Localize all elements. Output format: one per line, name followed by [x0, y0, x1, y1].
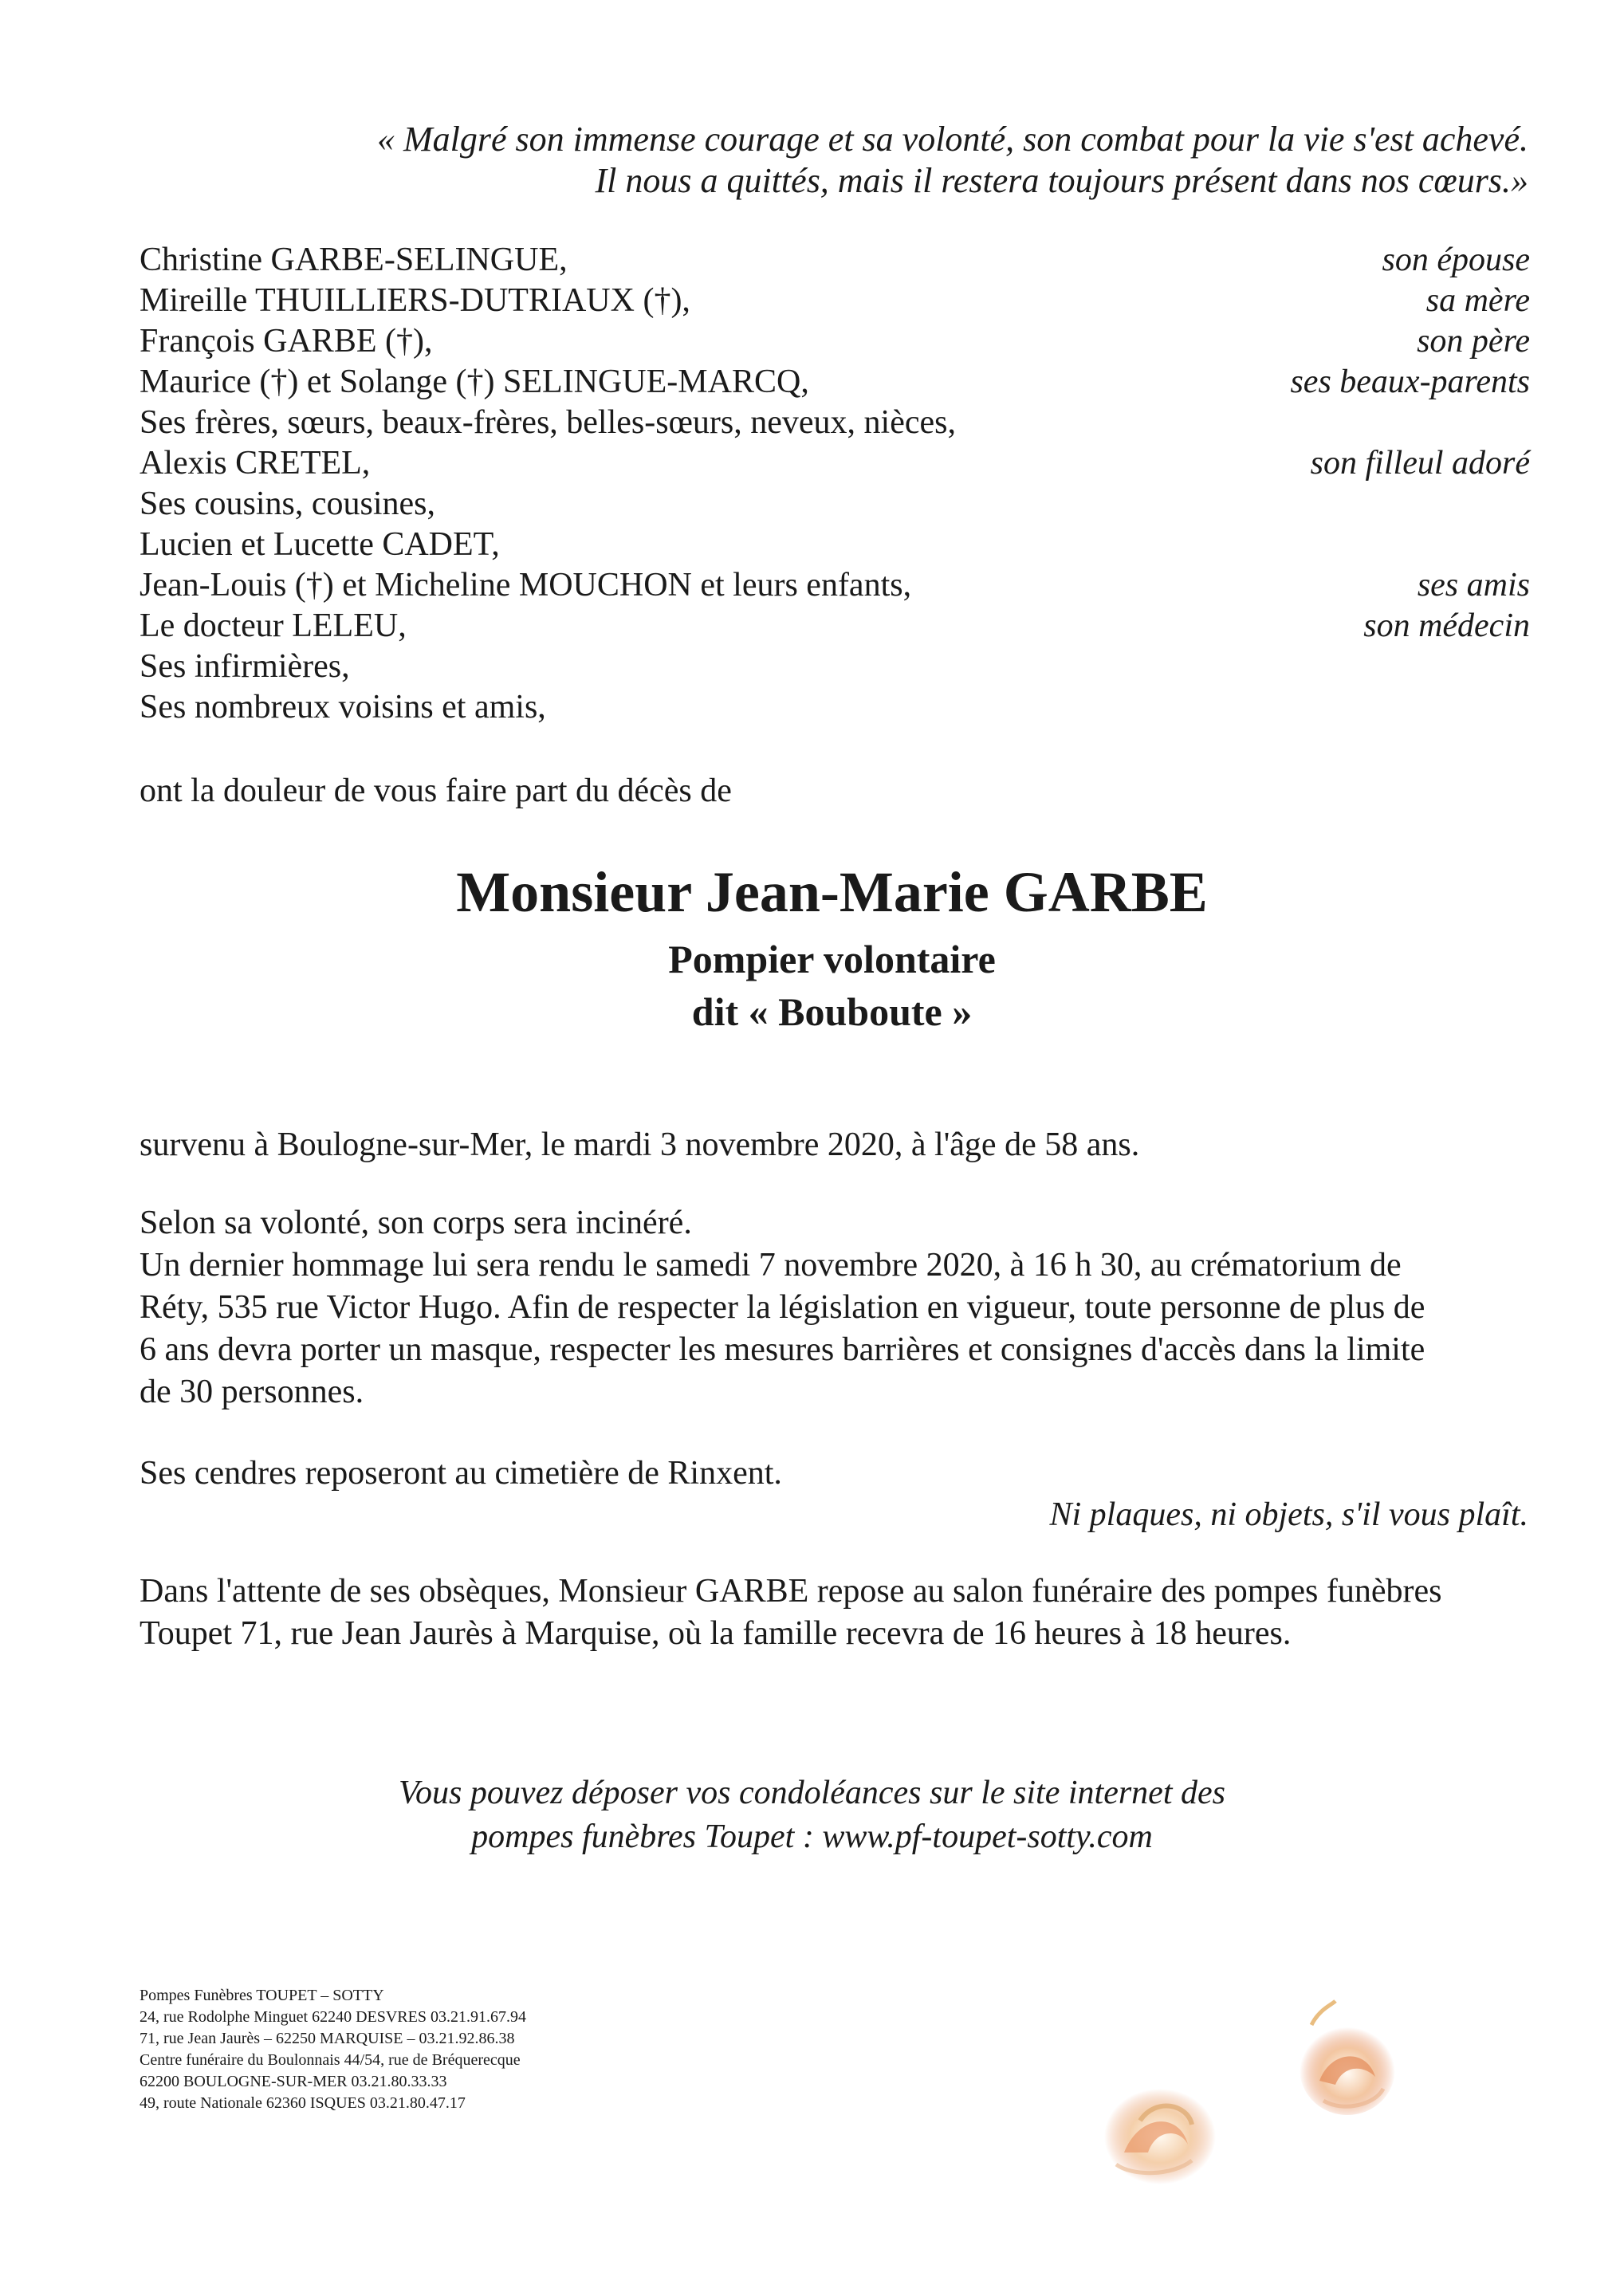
family-relation: son épouse [1382, 242, 1530, 278]
family-relation: son médecin [1363, 607, 1530, 644]
ceremony-line-2: Un dernier hommage lui sera rendu le samedi 7 novembre 2020, à 16 h 30, au crématorium de [140, 1247, 1402, 1284]
deceased-role: Pompier volontaire [668, 937, 996, 981]
family-relation: sa mère [1425, 282, 1530, 319]
family-name: Ses nombreux voisins et amis, [140, 689, 546, 725]
family-name: Mireille THUILLIERS-DUTRIAUX (†), [140, 282, 690, 319]
visitation-line-2: Toupet 71, rue Jean Jaurès à Marquise, où la famille recevra de 16 heures à 18 heures. [140, 1615, 1292, 1652]
no-flowers-text: Ni plaques, ni objets, s'il vous plaît. [1049, 1496, 1528, 1533]
family-name: Ses cousins, cousines, [140, 486, 435, 522]
condolence-line-2: pompes funèbres Toupet : www.pf-toupet-sotty.com [471, 1818, 1153, 1855]
quote-line-2: Il nous a quittés, mais il restera toujours présent dans nos cœurs.» [595, 161, 1528, 200]
family-name: Alexis CRETEL, [140, 445, 371, 482]
quote-line-1: « Malgré son immense courage et sa volonté, son combat pour la vie s'est achevé. [377, 120, 1528, 159]
ashes-text: Ses cendres reposeront au cimetière de Rinxent. [140, 1455, 782, 1492]
footer-company: Pompes Funèbres TOUPET – SOTTY [140, 1987, 384, 2004]
family-name: François GARBE (†), [140, 323, 433, 360]
family-name: Ses frères, sœurs, beaux-frères, belles-sœurs, neveux, nièces, [140, 404, 956, 441]
deceased-nickname: dit « Bouboute » [691, 989, 973, 1034]
visitation-line-1: Dans l'attente de ses obsèques, Monsieur GARBE repose au salon funéraire des pompes funèbres [140, 1573, 1442, 1610]
ceremony-line-3: Réty, 535 rue Victor Hugo. Afin de respecter la législation en vigueur, toute personne de plus de [140, 1289, 1425, 1326]
family-name: Christine GARBE-SELINGUE, [140, 242, 568, 278]
condolence-line-1: Vous pouvez déposer vos condoléances sur le site internet des [399, 1775, 1225, 1811]
ceremony-line-1: Selon sa volonté, son corps sera incinéré. [140, 1205, 692, 1241]
footer-address: 49, route Nationale 62360 ISQUES 03.21.80.47.17 [140, 2094, 466, 2112]
family-relation: ses beaux-parents [1290, 364, 1530, 400]
announcement-text: ont la douleur de vous faire part du décès de [140, 773, 732, 809]
family-relation: ses amis [1417, 567, 1530, 603]
family-name: Le docteur LELEU, [140, 607, 407, 644]
footer-address: 71, rue Jean Jaurès – 62250 MARQUISE – 03.21.92.86.38 [140, 2030, 515, 2047]
footer-address: 62200 BOULOGNE-SUR-MER 03.21.80.33.33 [140, 2073, 447, 2090]
footer-address: Centre funéraire du Boulonnais 44/54, rue de Bréquerecque [140, 2051, 521, 2069]
family-name: Lucien et Lucette CADET, [140, 526, 500, 563]
family-name: Jean-Louis (†) et Micheline MOUCHON et leurs enfants, [140, 567, 912, 603]
deceased-name: Monsieur Jean-Marie GARBE [456, 860, 1208, 924]
footer-address: 24, rue Rodolphe Minguet 62240 DESVRES 03.21.91.67.94 [140, 2008, 526, 2026]
flame-ornament-left [1092, 2065, 1228, 2200]
flame-ornament-right [1288, 1993, 1407, 2129]
family-relation: son filleul adoré [1310, 445, 1530, 482]
family-relation: son père [1417, 323, 1530, 360]
ceremony-line-4: 6 ans devra porter un masque, respecter les mesures barrières et consignes d'accès dans la limite [140, 1331, 1425, 1368]
death-notice: survenu à Boulogne-sur-Mer, le mardi 3 novembre 2020, à l'âge de 58 ans. [140, 1126, 1140, 1163]
family-name: Maurice (†) et Solange (†) SELINGUE-MARCQ, [140, 364, 809, 400]
family-name: Ses infirmières, [140, 648, 350, 685]
ceremony-line-5: de 30 personnes. [140, 1374, 364, 1410]
